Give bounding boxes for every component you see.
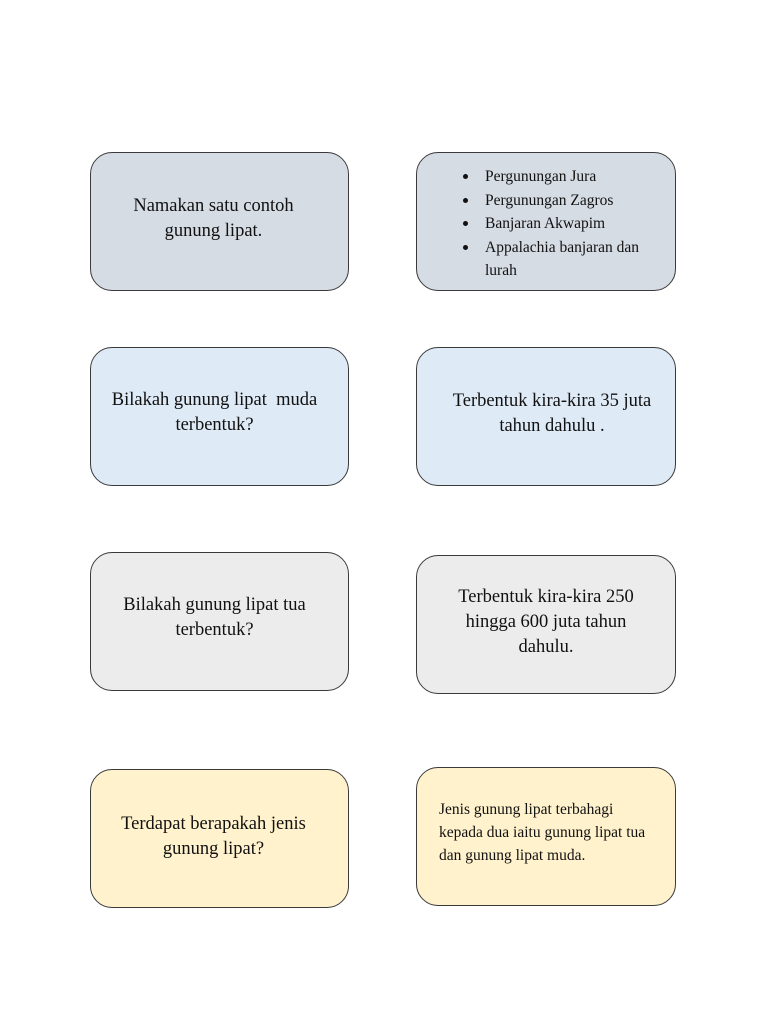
answer-card-4 [416, 767, 676, 906]
list-item-text: Pergunungan Zagros [485, 191, 614, 209]
bullet-icon [463, 174, 468, 179]
question-card-4 [90, 769, 349, 908]
list-item-text: Banjaran Akwapim [485, 215, 606, 232]
answer-text-2: Terbentuk kira-kira 35 juta tahun dahulu . [452, 390, 652, 436]
bullet-icon [463, 221, 468, 226]
answer-card-2 [416, 347, 676, 486]
question-card-3 [90, 552, 349, 691]
question-text-4: Terdapat berapakah jenis gunung lipat? [121, 813, 306, 859]
list-item [463, 212, 663, 236]
bullet-icon [463, 245, 468, 250]
question-text-3: Bilakah gunung lipat tua terbentuk? [123, 594, 306, 640]
question-text-2: Bilakah gunung lipat muda terbentuk? [111, 389, 322, 435]
question-text-1: Namakan satu contoh gunung lipat. [133, 195, 294, 241]
answer-card-3 [416, 555, 676, 694]
bullet-icon [463, 198, 468, 203]
list-item [463, 165, 663, 189]
example-list [463, 165, 663, 283]
answer-text-3: Terbentuk kira-kira 250 hingga 600 juta tahun dahulu. [458, 587, 634, 657]
list-item [463, 189, 663, 213]
list-item-text: Pergunungan Jura [485, 168, 597, 185]
question-card-2 [90, 347, 349, 486]
question-card-1 [90, 152, 349, 291]
answer-card-1 [416, 152, 676, 291]
list-item [463, 236, 663, 283]
list-item-text: Appalachia banjaran dan lurah [485, 238, 640, 279]
answer-text-4: Jenis gunung lipat terbahagi kepada dua iaitu gunung lipat tua dan gunung lipat muda. [439, 801, 646, 864]
